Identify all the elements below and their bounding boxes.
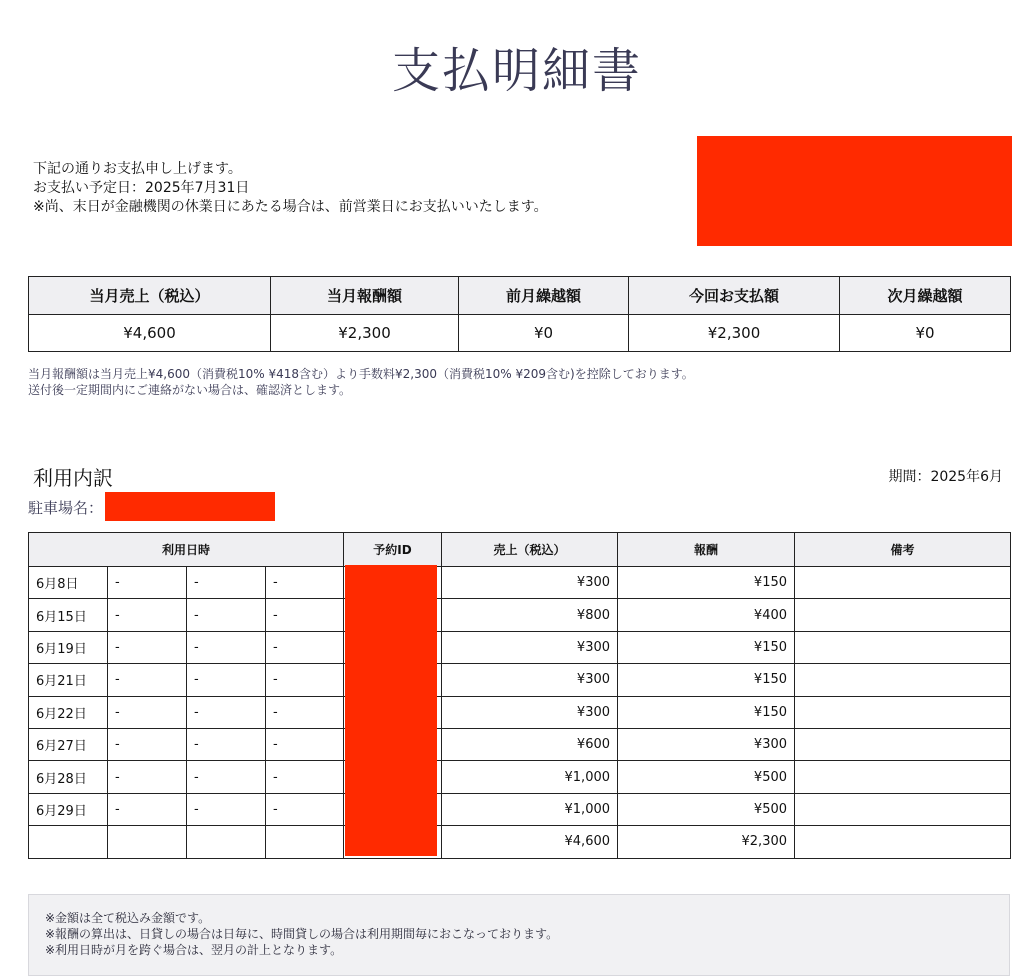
intro-line-3: ※尚、末日が金融機関の休業日にあたる場合は、前営業日にお支払いいたします。 (33, 199, 548, 215)
total-empty-cell (266, 826, 344, 858)
reward-cell: ¥500 (618, 793, 795, 825)
footer-note-3: ※利用日時が月を跨ぐ場合は、翌月の計上となります。 (45, 943, 343, 957)
usage-header-row (29, 533, 1011, 567)
reward-cell: ¥150 (618, 631, 795, 663)
usage-time-col-1: - (108, 567, 187, 599)
usage-time-col-1: - (108, 793, 187, 825)
usage-time-col-1: - (108, 761, 187, 793)
usage-time-col-3: - (266, 664, 344, 696)
usage-period: 期間：2025年6月 (888, 469, 1003, 485)
header-sales: 売上（税込） (442, 533, 618, 567)
usage-time-col-1: - (108, 631, 187, 663)
sales-cell: ¥300 (442, 567, 618, 599)
remarks-cell (795, 728, 1011, 760)
usage-date: 6月15日 (29, 599, 108, 631)
redacted-reservation-ids (345, 565, 437, 856)
header-monthly-sales: 当月売上（税込） (29, 277, 271, 315)
total-remarks (795, 826, 1011, 858)
sales-cell: ¥300 (442, 696, 618, 728)
remarks-cell (795, 761, 1011, 793)
header-datetime: 利用日時 (29, 533, 344, 567)
table-row (29, 664, 1011, 696)
remarks-cell (795, 567, 1011, 599)
table-row (29, 599, 1011, 631)
summary-value-row (29, 315, 1011, 352)
usage-date: 6月8日 (29, 567, 108, 599)
redacted-parking-name (105, 492, 275, 521)
summary-table (28, 276, 1011, 352)
header-reservation-id: 予約ID (344, 533, 442, 567)
usage-time-col-2: - (187, 761, 266, 793)
header-remarks: 備考 (795, 533, 1011, 567)
usage-time-col-3: - (266, 696, 344, 728)
total-empty-cell (187, 826, 266, 858)
total-empty-cell (108, 826, 187, 858)
usage-time-col-2: - (187, 728, 266, 760)
page-title: 支払明細書 (391, 43, 642, 99)
usage-time-col-3: - (266, 793, 344, 825)
usage-time-col-1: - (108, 599, 187, 631)
reward-cell: ¥500 (618, 761, 795, 793)
usage-time-col-3: - (266, 728, 344, 760)
total-sales: ¥4,600 (442, 826, 618, 858)
usage-date: 6月27日 (29, 728, 108, 760)
usage-time-col-3: - (266, 567, 344, 599)
usage-time-col-2: - (187, 793, 266, 825)
intro-line-1: 下記の通りお支払申し上げます。 (33, 161, 242, 177)
remarks-cell (795, 696, 1011, 728)
remarks-cell (795, 631, 1011, 663)
reward-cell: ¥150 (618, 696, 795, 728)
table-row (29, 696, 1011, 728)
fee-note-line-1: 当月報酬額は当月売上¥4,600（消費税10% ¥418含む）より手数料¥2,300（消費税10% ¥209含む)を控除しております。 (28, 367, 694, 381)
usage-date: 6月21日 (29, 664, 108, 696)
redacted-recipient-block (697, 136, 1012, 246)
sales-cell: ¥300 (442, 631, 618, 663)
usage-section-title: 利用内訳 (33, 466, 113, 490)
table-row (29, 793, 1011, 825)
table-row (29, 567, 1011, 599)
header-prev-carryover: 前月繰越額 (459, 277, 629, 315)
usage-date: 6月19日 (29, 631, 108, 663)
parking-name-label: 駐車場名： (28, 499, 104, 517)
usage-time-col-2: - (187, 664, 266, 696)
usage-date: 6月29日 (29, 793, 108, 825)
header-reward: 報酬 (618, 533, 795, 567)
reward-cell: ¥300 (618, 728, 795, 760)
header-monthly-reward: 当月報酬額 (271, 277, 459, 315)
usage-time-col-1: - (108, 728, 187, 760)
usage-time-col-3: - (266, 631, 344, 663)
table-row (29, 631, 1011, 663)
sales-cell: ¥300 (442, 664, 618, 696)
remarks-cell (795, 599, 1011, 631)
value-monthly-sales: ¥4,600 (29, 315, 271, 352)
reward-cell: ¥400 (618, 599, 795, 631)
value-next-carryover: ¥0 (840, 315, 1011, 352)
value-monthly-reward: ¥2,300 (271, 315, 459, 352)
usage-time-col-2: - (187, 696, 266, 728)
intro-text (33, 160, 548, 217)
reward-cell: ¥150 (618, 664, 795, 696)
remarks-cell (795, 664, 1011, 696)
total-reward: ¥2,300 (618, 826, 795, 858)
usage-time-col-3: - (266, 599, 344, 631)
total-empty-cell (29, 826, 108, 858)
footer-notes (28, 894, 1010, 976)
header-payment-amount: 今回お支払額 (629, 277, 840, 315)
usage-date: 6月28日 (29, 761, 108, 793)
table-row (29, 728, 1011, 760)
usage-time-col-2: - (187, 567, 266, 599)
header-next-carryover: 次月繰越額 (840, 277, 1011, 315)
total-row (29, 826, 1011, 858)
value-payment-amount: ¥2,300 (629, 315, 840, 352)
summary-header-row (29, 277, 1011, 315)
usage-time-col-3: - (266, 761, 344, 793)
footer-note-1: ※金額は全て税込み金額です。 (45, 911, 211, 925)
remarks-cell (795, 793, 1011, 825)
usage-detail-table (28, 532, 1011, 859)
value-prev-carryover: ¥0 (459, 315, 629, 352)
usage-time-col-2: - (187, 631, 266, 663)
sales-cell: ¥1,000 (442, 793, 618, 825)
usage-time-col-2: - (187, 599, 266, 631)
sales-cell: ¥1,000 (442, 761, 618, 793)
table-row (29, 761, 1011, 793)
usage-date: 6月22日 (29, 696, 108, 728)
footer-note-2: ※報酬の算出は、日貸しの場合は日毎に、時間貸しの場合は利用期間毎におこなっております。 (45, 927, 559, 941)
fee-note-line-2: 送付後一定期間内にご連絡がない場合は、確認済とします。 (28, 383, 352, 397)
payment-date: お支払い予定日：2025年7月31日 (33, 180, 250, 196)
sales-cell: ¥600 (442, 728, 618, 760)
fee-note (28, 366, 694, 398)
usage-time-col-1: - (108, 696, 187, 728)
reward-cell: ¥150 (618, 567, 795, 599)
sales-cell: ¥800 (442, 599, 618, 631)
usage-time-col-1: - (108, 664, 187, 696)
